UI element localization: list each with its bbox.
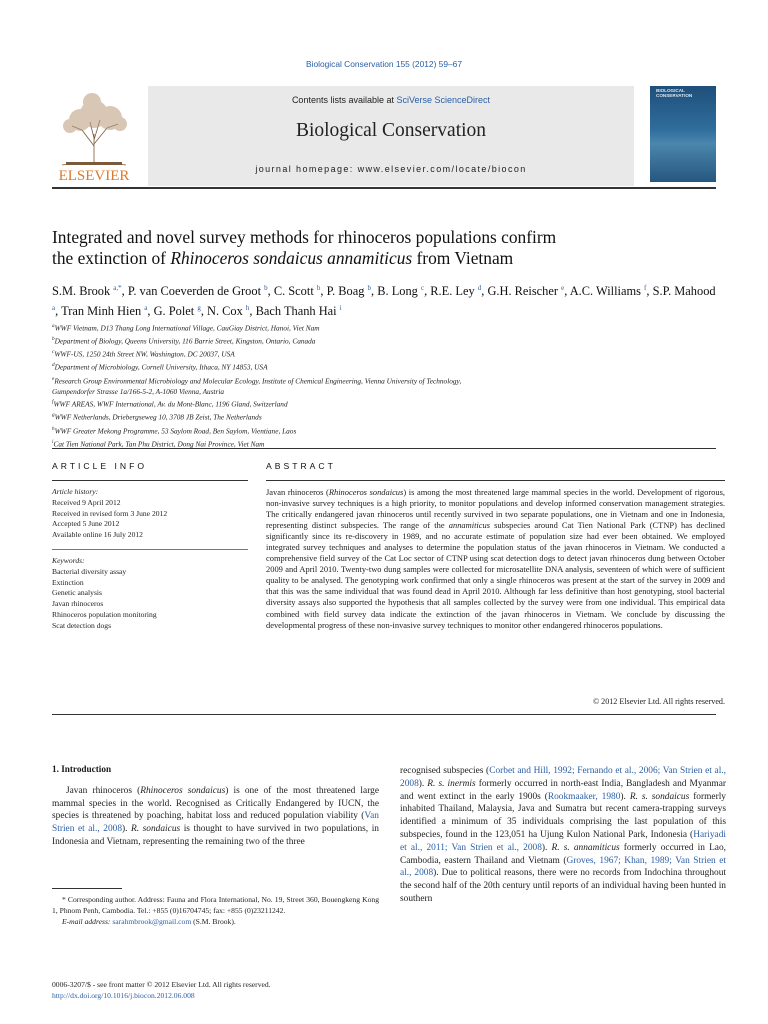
author-name: A.C. Williams [569,284,645,299]
text-span: ). Due to political reasons, there were no records from Indochina throughout the second half of the 20th century until reports of an individual having been hunted in southern [400,868,726,904]
author-affiliation-marker[interactable]: a [52,304,56,313]
article-info-rule [52,480,248,481]
affiliation-item: $^g$WWF Netherlands, Driebergseweg 10, 3708 JB Zeist, The Netherlands [52,412,262,422]
author-name: G.H. Reischer [487,284,562,299]
abstract-span: ) is among the most threatened large mammal species in the world. Development of rigorous, non-invasive survey techniques is a high priority, to monitor populations and develop informed conservation management strategies. The critically endangered javan rhinoceros until recently survived in two separate populations, one in Vietnam and one in Indonesia, representing distinct subspecies. The range of the [266,487,726,531]
header-rule [52,187,716,189]
affiliation-marker: h [52,425,55,432]
history-label: Article history: [52,487,99,496]
affiliation-item: $^i$Cat Tien National Park, Tan Phu District, Dong Nai Province, Viet Nam [52,438,265,449]
journal-reference[interactable]: Biological Conservation 155 (2012) 59–67 [306,59,462,69]
author-affiliation-marker[interactable]: b [367,284,372,292]
author-affiliation-marker[interactable]: d [477,284,482,292]
journal-cover-image [650,86,716,182]
abstract-span: subspecies around Cat Tien National Park (CTNP) has declined significantly since its re-discovery in 1989, and no accurate estimate of population size had ever been obtained. We employed integrated survey techniques and analyses to determine the population status of the javan rhinoceros in Vietnam. We conducted a comprehensive field survey of the Cat Loc sector of CTNP using scat detection dogs to detect javan rhinoceros dung between October 2009 and April 2010. Twenty-two dung samples were collected for microsatellite DNA analysis, seventeen of which were of sufficient quality to be analysed. The genotyping work confirmed that only a single rhinoceros was present at the start of the survey in 2009 and that this was the same individual that was found dead in April 2010. Although far less definitive than host genotyping, stool bacterial diversity assays also supported the hypothesis that all samples collected by the survey were from one individual. This empirical data combined with field survey data indicate the extinction of the javan rhinoceros in Vietnam. We conclude by discussing the developmental progress of these non-invasive survey techniques to monitor other endangered rhinoceros populations. [266,520,726,630]
footnote-corr: * Corresponding author. Address: Fauna and Flora International, No. 19, Street 360, Bouengkeng Kong 1, Phnom Penh, Cambodia. Tel.: +855 (0)16704745; fax: +855 (0)23211242. [52,895,379,915]
author-name: S.P. Mahood [652,284,716,299]
cover-title-line1: BIOLOGICAL [656,88,685,93]
text-span: recognised subspecies ( [400,766,490,776]
body-column-right [400,765,726,906]
journal-cover-title [656,88,714,99]
keywords-label: Keywords: [52,556,85,565]
affiliation-marker: b [52,336,55,343]
author-affiliation-marker[interactable]: e [561,284,565,292]
keyword-item: Scat detection dogs [52,620,112,630]
abstract-rule [266,480,725,481]
text-span: formerly occurred in north-east India, Bangladesh and Myanmar and went extinct in the early 1900s ( [400,778,726,802]
author-name: R.E. Ley [430,284,478,299]
text-span: ). [541,842,552,853]
text-span: Javan rhinoceros ( [66,786,141,796]
journal-homepage [148,164,634,174]
abstract-end-rule [52,714,716,715]
article-title [52,227,716,269]
body-column-left [52,785,379,849]
issn-line: 0006-3207/$ - see front matter © 2012 Elsevier Ltd. All rights reserved. [52,980,271,989]
email-link[interactable]: sarahmbrook@gmail.com [112,916,192,926]
homepage-prefix: journal homepage: [255,164,358,174]
author-affiliation-marker[interactable]: g [197,304,201,313]
article-history [52,487,248,541]
author-name: C. Scott [273,284,317,299]
title-text: from Vietnam [412,248,514,268]
history-item: Received in revised form 3 June 2012 [52,508,168,518]
title-line1: Integrated and novel survey methods for rhinoceros populations confirm [52,227,557,247]
author-affiliation-marker[interactable]: f [644,284,647,292]
affiliation-item: Gumpendorfer Strasse 1a/166-5-2, A-1060 Vienna, Austria [52,386,225,396]
contents-line [148,95,634,105]
keyword-item: Extinction [52,577,84,587]
author-name: S.M. Brook [52,284,114,299]
keyword-item: Bacterial diversity assay [52,566,127,576]
affiliation-marker: i [52,438,54,445]
keyword-item: Genetic analysis [52,588,102,598]
sciencedirect-link[interactable]: SciVerse ScienceDirect [396,95,491,105]
affiliation-item: $^f$WWF AREAS, WWF International, Av. du Mont-Blanc, 1196 Gland, Switzerland [52,399,288,409]
elsevier-logo [52,86,136,184]
author-name: P. van Coeverden de Groot [127,284,265,299]
citation-link[interactable]: Corbet and Hill, 1992; Fernando et al., 2006; Van Strien et al., 2008 [400,766,726,789]
affiliation-item: $^c$WWF-US, 1250 24th Street NW, Washington, DC 20037, USA [52,349,235,359]
author-name: Tran Minh Hien [61,304,145,319]
abstract-species: Rhinoceros sondaicus [328,487,404,497]
homepage-link[interactable]: www.elsevier.com/locate/biocon [357,164,527,174]
keyword-item: Rhinoceros population monitoring [52,609,157,619]
text-span: ). [418,778,428,789]
copyright-notice: © 2012 Elsevier Ltd. All rights reserved. [592,697,725,706]
article-info-heading: ARTICLE INFO [52,461,148,471]
affiliation-marker: f [52,399,54,406]
author-name: B. Long [377,284,421,299]
affiliation-list [52,321,716,450]
section-rule [52,448,716,449]
author-name: N. Cox [207,304,246,319]
affiliation-item: $^a$WWF Vietnam, D13 Thang Long International Village, CauGiay District, Hanoi, Viet Nam [52,323,320,333]
affiliation-item: $^h$WWF Greater Mekong Programme, 53 Saylom Road, Ben Saylom, Vientiane, Laos [52,425,297,435]
species-name: R. s. inermis [427,778,476,789]
author-affiliation-marker[interactable]: c [420,284,425,292]
history-item: Received 9 April 2012 [52,497,121,507]
author-name: P. Boag [326,284,368,299]
text-span: ) is one of the most threatened large mammal species in the world. Recognised as Critically Endangered by IUCN, the species is threatened by poaching, habitat loss and reduced population viability ( [52,786,380,822]
text-span: is thought to have survived in two populations, in Indonesia and Vietnam, representing the remaining two of the three [52,824,379,847]
affiliation-marker: a [52,323,55,329]
author-name: Bach Thanh Hai [255,304,340,319]
species-name: R. s. annamiticus [551,842,620,853]
keyword-list [52,567,248,632]
footnote-rule [52,888,122,889]
introduction-heading: 1. Introduction [52,764,112,774]
contents-prefix: Contents lists available at [291,95,397,105]
keyword-item: Javan rhinoceros [52,599,104,609]
affiliation-marker: d [52,362,55,369]
corresponding-author-footnote [52,895,379,927]
author-affiliation-marker[interactable]: b [316,284,321,292]
issn-block [52,979,392,1001]
author-affiliation-marker[interactable]: a [144,304,148,313]
intro-paragraph-continued [400,765,726,906]
species-name: Rhinoceros sondaicus [140,786,226,796]
author-affiliation-marker[interactable]: b [264,284,268,292]
citation-link[interactable]: Van Strien et al., 2008 [52,811,379,835]
affiliation-item: $^b$Department of Biology, Queens University, 116 Barrie Street, Kingston, Ontario, Canada [52,336,316,346]
text-span: ). [620,791,630,802]
history-item: Available online 16 July 2012 [52,530,143,540]
author-list: S.M. Brook $^{a,*}$, P. van Coeverden de Groot $^b$, C. Scott $^b$, P. Boag $^b$, B. Long $^c$, R.E. Ley $^d$, G.H. Reischer $^e$, A.C. Williams $^f$, S.P. Mahood $^a$, Tran Minh Hien $^a$, G. Polet $^g$, N. Cox $^h$, Bach Thanh Hai $^i$ [52,284,716,319]
author-name: G. Polet [153,304,198,319]
author-affiliation-marker[interactable]: h [245,304,250,313]
abstract-span: Javan rhinoceros ( [266,487,329,497]
title-text: the extinction of [52,248,171,268]
citation-link[interactable]: Rookmaaker, 1980 [547,791,621,802]
journal-title: Biological Conservation [295,120,487,141]
doi-link[interactable]: http://dx.doi.org/10.1016/j.biocon.2012.06.008 [52,991,195,1000]
affiliation-marker: g [52,412,55,419]
title-line2 [52,248,716,269]
affiliation-marker: c [52,349,55,356]
email-suffix: (S.M. Brook). [191,916,236,926]
publisher-name: ELSEVIER [58,168,130,184]
author-affiliation-marker[interactable]: i [339,304,342,313]
author-affiliation-marker[interactable]: a,* [113,284,122,292]
abstract-text [266,487,725,631]
species-name: R. s. sondaicus [629,791,690,802]
email-label: E-mail address: [62,916,113,926]
text-span: formerly occurred in Lao, Cambodia, eastern Thailand and Vietnam ( [400,842,726,866]
species-name: R. sondaicus [131,824,181,835]
cover-title-line2: CONSERVATION [656,93,693,99]
title-species: Rhinoceros sondaicus annamiticus [170,248,413,268]
intro-paragraph [52,785,379,849]
abstract-subspecies: annamiticus [448,520,490,531]
affiliation-item: $^d$Department of Microbiology, Cornell University, Ithaca, NY 14853, USA [52,362,268,372]
abstract-heading: ABSTRACT [266,461,336,471]
history-item: Accepted 5 June 2012 [52,519,120,529]
history-list [52,498,248,541]
keywords [52,556,248,632]
citation-link[interactable]: Hariyadi et al., 2011; Van Strien et al., 2008 [400,829,726,853]
affiliation-item: $^e$Research Group Environmental Microbiology and Molecular Ecology, Institute of Chemical Engineering, Vienna University of Technology, [52,375,462,385]
text-span: ). [122,824,132,835]
elsevier-tree-icon [52,86,136,184]
citation-link[interactable]: Groves, 1967; Khan, 1989; Van Strien et al., 2008 [400,855,726,879]
keywords-rule [52,549,248,550]
text-span: formerly inhabited Thailand, Malaysia, Java and Sumatra but recent camera-trapping surveys identified a minimum of 35 individuals comprising the last population of this subspecies, found in the 123,051 ha Ujung Kulon National Park, Indonesia ( [400,791,726,840]
affiliation-marker: e [52,375,55,382]
